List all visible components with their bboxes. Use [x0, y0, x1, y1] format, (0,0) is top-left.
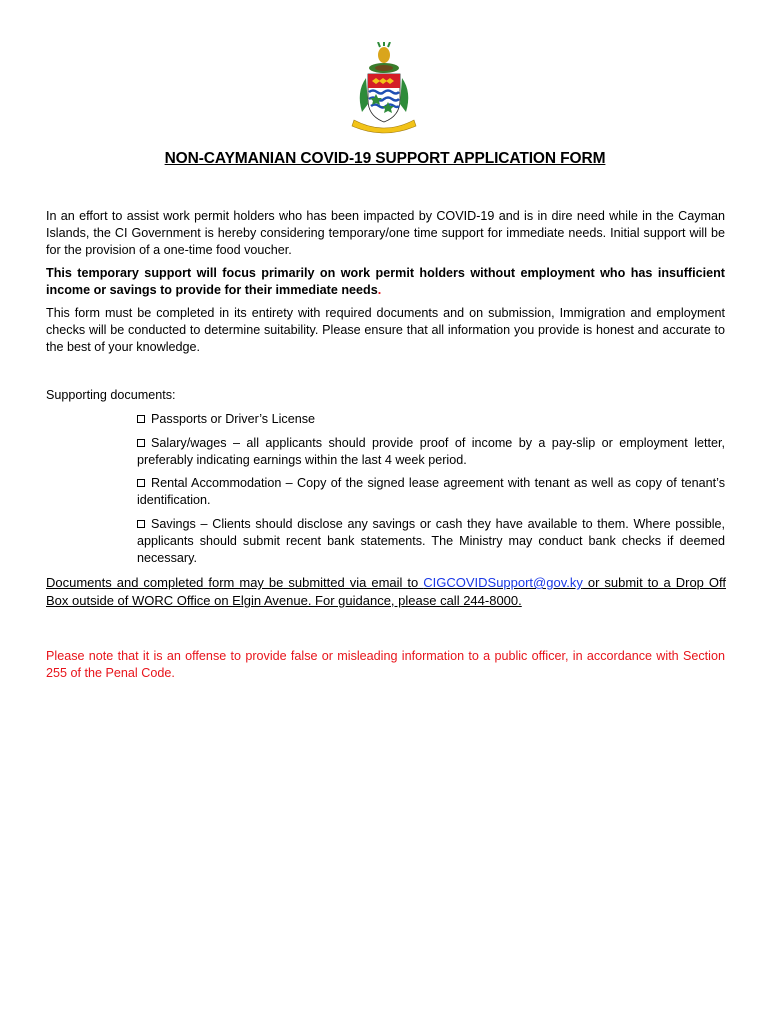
intro-paragraph: In an effort to assist work permit holders who has been impacted by COVID-19 and is in dire need while in the Cayman Islands, the CI Government is hereby considering temporary/one time support for immediate needs. Initial support will be for the provision of a one-time food voucher.	[46, 209, 725, 257]
supporting-item-passport	[137, 411, 725, 428]
focus-text: This temporary support will focus primarily on work permit holders without employment who has insufficient income or savings to provide for their immediate needs	[46, 266, 725, 297]
checkbox-icon[interactable]	[137, 520, 145, 528]
supporting-item-text: Savings – Clients should disclose any savings or cash they have available to them. Where possible, applicants should submit recent bank statements. The Ministry may conduct bank checks if deemed necessary.	[137, 517, 725, 565]
coat-of-arms-icon	[346, 42, 422, 134]
submission-text-before: Documents and completed form may be submitted via email to	[46, 575, 424, 590]
checkbox-icon[interactable]	[137, 415, 145, 423]
submission-text-after: or submit to a Drop Off Box outside of WORC Office on Elgin Avenue. For guidance, please call 244-8000.	[46, 575, 726, 608]
supporting-item-salary	[137, 435, 725, 469]
legal-warning: Please note that it is an offense to provide false or misleading information to a public officer, in accordance with Section 255 of the Penal Code.	[46, 649, 725, 680]
supporting-item-text: Passports or Driver’s License	[151, 412, 316, 426]
focus-paragraph	[46, 265, 725, 299]
instructions-paragraph: This form must be completed in its entirety with required documents and on submission, Immigration and employment checks will be conducted to determine suitability. Please ensure that all information you provide is honest and accurate to the best of your knowledge.	[46, 306, 725, 354]
supporting-item-text: Salary/wages – all applicants should provide proof of income by a pay-slip or employment letter, preferably indicating earnings within the last 4 week period.	[137, 436, 725, 467]
checkbox-icon[interactable]	[137, 479, 145, 487]
checkbox-icon[interactable]	[137, 439, 145, 447]
submission-paragraph	[46, 574, 726, 610]
focus-period: .	[377, 283, 382, 297]
supporting-item-savings	[137, 516, 725, 567]
supporting-item-text: Rental Accommodation – Copy of the signed lease agreement with tenant as well as copy of tenant’s identification.	[137, 476, 725, 507]
supporting-documents-label: Supporting documents:	[46, 388, 176, 402]
supporting-item-rental	[137, 475, 725, 509]
email-link[interactable]: CIGCOVIDSupport@gov.ky	[423, 575, 583, 590]
form-title: NON-CAYMANIAN COVID-19 SUPPORT APPLICATION FORM	[164, 150, 606, 167]
